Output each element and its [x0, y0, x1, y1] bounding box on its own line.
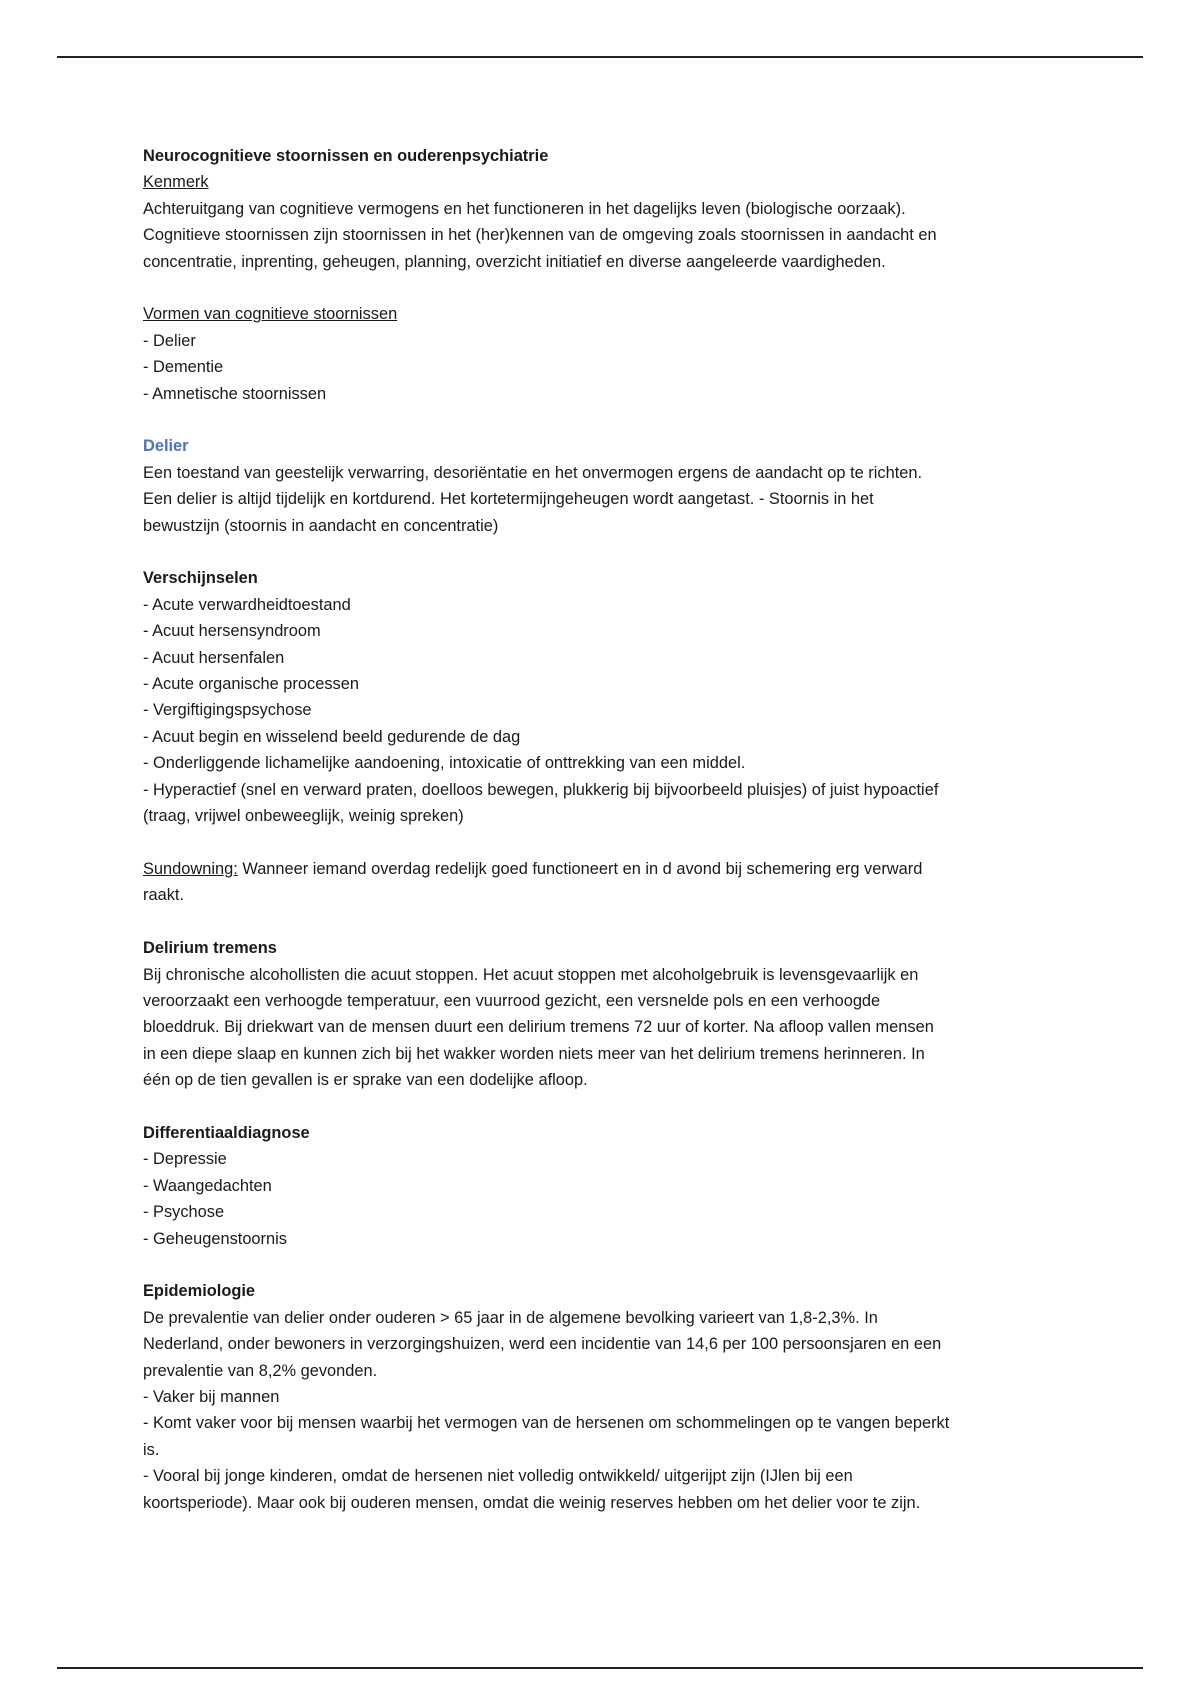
epidemiologie-line: Nederland, onder bewoners in verzorgingshuizen, werd een incidentie van 14,6 per 100 persoonsjaren en een: [143, 1335, 942, 1354]
spacer: [143, 407, 1065, 433]
list-item: - Waangedachten: [143, 1176, 272, 1195]
list-item: - Dementie: [143, 358, 224, 377]
delier-line: Een toestand van geestelijk verwarring, desoriëntatie en het onvermogen ergens de aandacht op te richten.: [143, 463, 923, 482]
sundowning-term: Sundowning:: [143, 859, 238, 878]
tremens-heading: Delirium tremens: [143, 939, 277, 958]
list-item: - Acute verwardheidtoestand: [143, 595, 351, 614]
spacer: [143, 1094, 1065, 1120]
list-item: - Depressie: [143, 1150, 227, 1169]
sundowning-paragraph: [143, 856, 1065, 882]
list-item: - Psychose: [143, 1203, 225, 1222]
kenmerk-line: concentratie, inprenting, geheugen, planning, overzicht initiatief en diverse aangeleerde vaardigheden.: [143, 252, 886, 271]
spacer: [143, 1252, 1065, 1278]
list-item: - Acuut hersensyndroom: [143, 622, 321, 641]
verschijnselen-heading: Verschijnselen: [143, 569, 258, 588]
spacer: [143, 909, 1065, 935]
epidemiologie-line: is.: [143, 1440, 160, 1459]
list-item: - Acuut hersenfalen: [143, 648, 285, 667]
kenmerk-line: Achteruitgang van cognitieve vermogens en het functioneren in het dagelijks leven (biologische oorzaak).: [143, 199, 906, 218]
tremens-line: in een diepe slaap en kunnen zich bij het wakker worden niets meer van het delirium tremens herinneren. In: [143, 1044, 925, 1063]
spacer: [143, 830, 1065, 856]
epidemiologie-line: De prevalentie van delier onder ouderen > 65 jaar in de algemene bevolking varieert van 1,8-2,3%. In: [143, 1308, 878, 1327]
sundowning-line: raakt.: [143, 886, 184, 905]
list-item: - Geheugenstoornis: [143, 1229, 287, 1248]
spacer: [143, 275, 1065, 301]
header-rule: [57, 56, 1143, 58]
document-body: [143, 143, 1065, 1516]
epidemiologie-line: prevalentie van 8,2% gevonden.: [143, 1361, 378, 1380]
list-item: - Acute organische processen: [143, 675, 359, 694]
kenmerk-heading: Kenmerk: [143, 173, 209, 192]
list-item: - Acuut begin en wisselend beeld gedurende de dag: [143, 727, 521, 746]
list-item: - Onderliggende lichamelijke aandoening, intoxicatie of onttrekking van een middel.: [143, 754, 746, 773]
epidemiologie-line: koortsperiode). Maar ook bij ouderen mensen, omdat die weinig reserves hebben om het delier voor te zijn.: [143, 1493, 921, 1512]
differentiaal-heading: Differentiaaldiagnose: [143, 1123, 310, 1142]
epidemiologie-heading: Epidemiologie: [143, 1282, 256, 1301]
delier-line: bewustzijn (stoornis in aandacht en concentratie): [143, 516, 499, 535]
delier-heading: Delier: [143, 437, 189, 456]
list-item: - Vergiftigingspsychose: [143, 701, 312, 720]
tremens-line: veroorzaakt een verhoogde temperatuur, een vuurrood gezicht, een versnelde pols en een verhoogde: [143, 991, 881, 1010]
epidemiologie-line: - Komt vaker voor bij mensen waarbij het vermogen van de hersenen om schommelingen op te vangen beperkt: [143, 1414, 950, 1433]
tremens-line: Bij chronische alcohollisten die acuut stoppen. Het acuut stoppen met alcoholgebruik is levensgevaarlijk en: [143, 965, 919, 984]
footer-rule: [57, 1667, 1143, 1669]
kenmerk-line: Cognitieve stoornissen zijn stoornissen in het (her)kennen van de omgeving zoals stoornissen in aandacht en: [143, 226, 937, 245]
epidemiologie-line: - Vooral bij jonge kinderen, omdat de hersenen niet volledig ontwikkeld/ uitgerijpt zijn (IJlen bij een: [143, 1467, 853, 1486]
list-item: (traag, vrijwel onbeweeglijk, weinig spreken): [143, 807, 464, 826]
vormen-heading: Vormen van cognitieve stoornissen: [143, 305, 398, 324]
epidemiologie-line: - Vaker bij mannen: [143, 1387, 280, 1406]
delier-line: Een delier is altijd tijdelijk en kortdurend. Het kortetermijngeheugen wordt aangetast. - Stoornis in het: [143, 490, 874, 509]
tremens-line: bloeddruk. Bij driekwart van de mensen duurt een delirium tremens 72 uur of korter. Na afloop vallen mensen: [143, 1018, 934, 1037]
list-item: - Hyperactief (snel en verward praten, doelloos bewegen, plukkerig bij bijvoorbeeld pluisjes) of juist hypoactief: [143, 780, 939, 799]
tremens-line: één op de tien gevallen is er sprake van een dodelijke afloop.: [143, 1071, 588, 1090]
list-item: - Amnetische stoornissen: [143, 384, 327, 403]
document-title: Neurocognitieve stoornissen en ouderenpsychiatrie: [143, 147, 549, 165]
spacer: [143, 539, 1065, 565]
sundowning-text: Wanneer iemand overdag redelijk goed functioneert en in d avond bij schemering erg verward: [237, 859, 923, 878]
list-item: - Delier: [143, 331, 196, 350]
